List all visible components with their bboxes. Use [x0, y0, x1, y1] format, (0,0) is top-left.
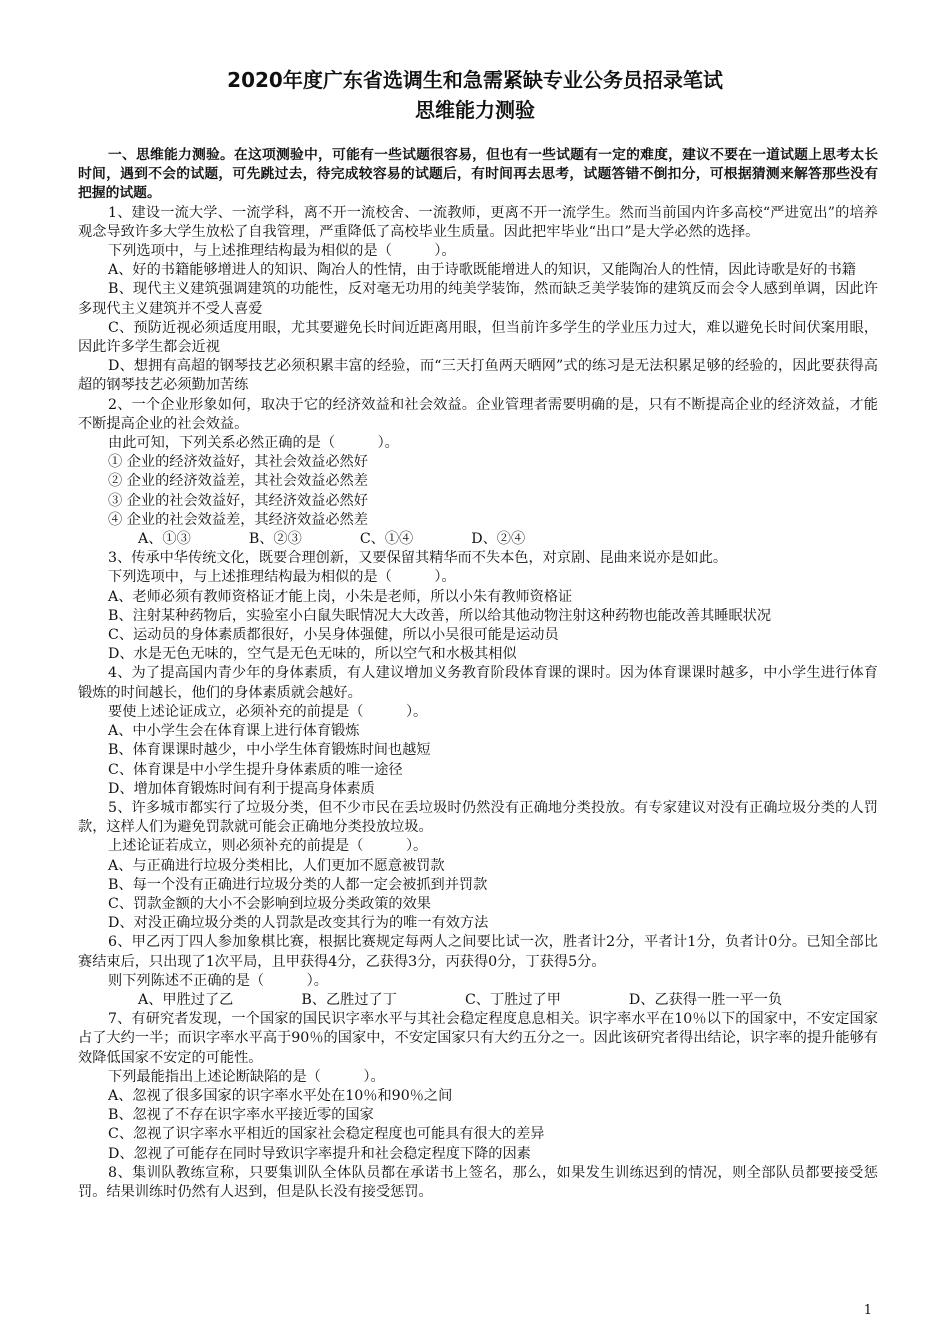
q2-stem: 2、一个企业形象如何，取决于它的经济效益和社会效益。企业管理者需要明确的是，只有不断提高企业的经济效益，才能不断提高企业的社会效益。 — [78, 396, 878, 432]
q1-option-a: A、好的书籍能够增进人的知识、陶冶人的性情，由于诗歌既能增进人的知识，又能陶冶人的性情，因此诗歌是好的书籍 — [108, 262, 856, 279]
q6-options — [78, 991, 878, 1010]
instructions: 一、思维能力测验。在这项测验中，可能有一些试题很容易，但也有一些试题有一定的难度，建议不要在一道试题上思考太长时间，遇到不会的试题，可先跳过去，待完成较容易的试题后，有时间再去思考，试题答错不倒扣分，可根据猜测来解答那些没有把握的试题。 — [78, 147, 878, 202]
q7-option-c: C、忽视了识字率水平相近的国家社会稳定程度也可能具有很大的差异 — [108, 1126, 545, 1143]
q2-option-d: D、②④ — [471, 531, 526, 548]
q6-stem: 6、甲乙丙丁四人参加象棋比赛，根据比赛规定每两人之间要比试一次，胜者计2分，平者计1分，负者计0分。已知全部比赛结束后，只出现了1次平局，且甲获得4分，乙获得3分，丙获得0分，丁获得5分。 — [78, 934, 878, 970]
q3-ask: 下列选项中，与上述推理结构最为相似的是（ ）。 — [108, 569, 456, 586]
q1-option-c: C、预防近视必须适度用眼，尤其要避免长时间近距离用眼，但当前许多学生的学业压力过大，难以避免长时间伏案用眼，因此许多学生都会近视 — [78, 319, 878, 356]
q6-option-c: C、丁胜过了甲 — [464, 991, 561, 1008]
q4-option-d: D、增加体育锻炼时间有利于提高身体素质 — [108, 780, 375, 797]
q8-stem: 8、集训队教练宣称，只要集训队全体队员都在承诺书上签名，那么，如果发生训练迟到的情况，则全部队员都要接受惩罚。结果训练时仍然有人迟到，但是队长没有接受惩罚。 — [78, 1164, 878, 1200]
q2-statement-3: ③ 企业的社会效益好，其经济效益必然好 — [108, 492, 368, 509]
q3-option-d: D、水是无色无味的，空气是无色无味的，所以空气和水极其相似 — [108, 646, 517, 663]
q4-option-b: B、体育课课时越少，中小学生体育锻炼时间也越短 — [108, 742, 431, 759]
q5-option-a: A、与正确进行垃圾分类相比，人们更加不愿意被罚款 — [108, 857, 445, 874]
q7-option-d: D、忽视了可能存在同时导致识字率提升和社会稳定程度下降的因素 — [108, 1145, 531, 1162]
q5-option-c: C、罚款金额的大小不会影响到垃圾分类政策的效果 — [108, 895, 431, 912]
q3-option-b: B、注射某种药物后，实验室小白鼠失眠情况大大改善，所以给其他动物注射这种药物也能改善其睡眠状况 — [108, 607, 772, 624]
q2-statement-4: ④ 企业的社会效益差，其经济效益必然差 — [108, 511, 368, 528]
document-subtitle: 思维能力测验 — [415, 98, 535, 122]
page-number: 1 — [863, 1303, 872, 1318]
q7-option-b: B、忽视了不存在识字率水平接近零的国家 — [108, 1107, 374, 1124]
q6-option-d: D、乙获得一胜一平一负 — [628, 991, 783, 1008]
q7-option-a: A、忽视了很多国家的识字率水平处在10％和90％之间 — [108, 1087, 453, 1104]
q3-option-c: C、运动员的身体素质都很好，小吴身体强健，所以小吴很可能是运动员 — [108, 627, 559, 644]
q3-option-a: A、老师必须有教师资格证才能上岗，小朱是老师，所以小朱有教师资格证 — [108, 588, 573, 605]
q1-ask: 下列选项中，与上述推理结构最为相似的是（ ）。 — [108, 243, 456, 260]
q5-option-b: B、每一个没有正确进行垃圾分类的人都一定会被抓到并罚款 — [108, 876, 488, 893]
q1-option-b: B、现代主义建筑强调建筑的功能性，反对毫无功用的纯美学装饰，然而缺乏美学装饰的建筑反而会令人感到单调，因此许多现代主义建筑并不受人喜爱 — [78, 281, 878, 317]
q5-option-d: D、对没正确垃圾分类的人罚款是改变其行为的唯一有效方法 — [108, 915, 489, 932]
q5-ask: 上述论证若成立，则必须补充的前提是（ ）。 — [108, 838, 428, 855]
q6-option-b: B、乙胜过了丁 — [301, 991, 397, 1008]
q2-option-c: C、①④ — [359, 531, 414, 548]
q1-option-d: D、想拥有高超的钢琴技艺必须积累丰富的经验，而“三天打鱼两天晒网”式的练习是无法积累足够的经验的，因此要获得高超的钢琴技艺必须勤加苦练 — [78, 358, 878, 394]
q2-statement-2: ② 企业的经济效益差，其社会效益必然差 — [108, 473, 368, 490]
q1-stem: 1、建设一流大学、一流学科，离不开一流校舍、一流教师，更离不开一流学生。然而当前国内许多高校“严进宽出”的培养观念导致许多大学生放松了自我管理，严重降低了高校毕业生质量。因此把牢毕业“出口”是大学必然的选择。 — [78, 204, 878, 240]
q4-ask: 要使上述论证成立，必须补充的前提是（ ）。 — [108, 703, 428, 720]
q4-option-c: C、体育课是中小学生提升身体素质的唯一途径 — [108, 761, 403, 778]
q5-stem: 5、许多城市都实行了垃圾分类，但不少市民在丢垃圾时仍然没有正确地分类投放。有专家建议对没有正确垃圾分类的人罚款，这样人们为避免罚款就可能会正确地分类投放垃圾。 — [78, 799, 878, 836]
q2-statement-1: ① 企业的经济效益好，其社会效益必然好 — [108, 454, 368, 471]
q7-stem: 7、有研究者发现，一个国家的国民识字率水平与其社会稳定程度息息相关。识字率水平在10％以下的国家中，不安定国家占了大约一半；而识字率水平高于90％的国家中，不安定国家只有大约五分之一。因此该研究者得出结论，识字率的提升能够有效降低国家不安定的可能性。 — [78, 1011, 878, 1066]
q3-stem: 3、传承中华传统文化，既要合理创新，又要保留其精华而不失本色，对京剧、昆曲来说亦是如此。 — [108, 550, 728, 567]
q4-stem: 4、为了提高国内青少年的身体素质，有人建议增加义务教育阶段体育课的课时。因为体育课课时越多，中小学生进行体育锻炼的时间越长，他们的身体素质就会越好。 — [78, 665, 878, 701]
q2-option-b: B、②③ — [248, 531, 302, 548]
q2-ask: 由此可知，下列关系必然正确的是（ ）。 — [108, 435, 399, 452]
q7-ask: 下列最能指出上述论断缺陷的是（ ）。 — [108, 1068, 385, 1085]
q4-option-a: A、中小学生会在体育课上进行体育锻炼 — [108, 723, 360, 740]
document-title: 2020年度广东省选调生和急需紧缺专业公务员招录笔试 — [227, 68, 723, 92]
q2-option-a: A、①③ — [138, 531, 191, 548]
document-body — [78, 146, 878, 1202]
q2-options — [78, 530, 878, 549]
q6-option-a: A、甲胜过了乙 — [138, 991, 234, 1008]
q6-ask: 则下列陈述不正确的是（ ）。 — [108, 972, 328, 989]
